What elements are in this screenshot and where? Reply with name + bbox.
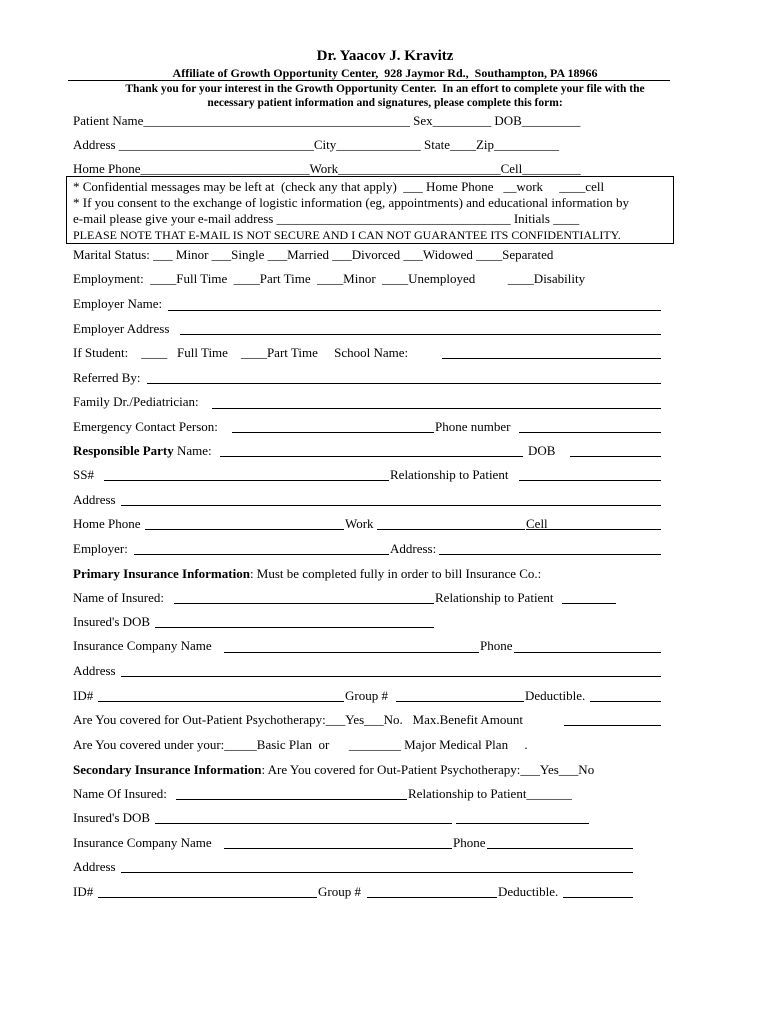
employment-options[interactable]: Employment: ____Full Time ____Part Time ____Minor ____Unemployed ____Disability: [73, 271, 586, 286]
affiliation-line: Affiliate of Growth Opportunity Center, 928 Jaymor Rd., Southampton, PA 18966: [172, 66, 598, 80]
intro-text-line-2: necessary patient information and signatures, please complete this form:: [207, 97, 563, 109]
email-security-note: PLEASE NOTE THAT E-MAIL IS NOT SECURE AND I CAN NOT GUARANTEE ITS CONFIDENTIALITY.: [73, 228, 621, 242]
insurance-company-label: Insurance Company Name: [73, 638, 212, 653]
insured-relationship-input[interactable]: [562, 602, 616, 604]
relationship-label: Relationship to Patient: [390, 467, 509, 482]
relationship-input[interactable]: [519, 479, 661, 481]
responsible-employer-address-label: Address:: [390, 541, 437, 556]
employer-address-input[interactable]: [180, 333, 661, 335]
insurance-id-label: ID#: [73, 688, 94, 703]
intro-text-line-1: Thank you for your interest in the Growth Opportunity Center. In an effort to complete your file with the: [125, 83, 645, 95]
emergency-contact-input[interactable]: [232, 431, 434, 433]
secondary-deductible-label: Deductible.: [498, 884, 559, 899]
insurance-address-input[interactable]: [121, 675, 661, 677]
name-of-insured-label: Name of Insured:: [73, 590, 164, 605]
secondary-insurance-bold: Secondary Insurance Information: [73, 762, 262, 777]
school-name-input[interactable]: [442, 357, 661, 359]
consent-text: * If you consent to the exchange of logistic information (eg, appointments) and educational information by: [73, 195, 629, 210]
insurance-phone-label: Phone: [480, 638, 513, 653]
responsible-work-input[interactable]: [377, 528, 525, 530]
responsible-employer-input[interactable]: [134, 553, 389, 555]
max-benefit-input[interactable]: [564, 724, 661, 726]
responsible-party-bold: Responsible Party: [73, 443, 174, 458]
emergency-contact-label: Emergency Contact Person:: [73, 419, 218, 434]
insured-dob-label: Insured's DOB: [73, 614, 151, 629]
marital-status-options[interactable]: Marital Status: ___ Minor ___Single ___Married ___Divorced ___Widowed ____Separated: [73, 247, 554, 262]
emergency-phone-input[interactable]: [519, 431, 661, 433]
plan-type-options[interactable]: Are You covered under your:_____Basic Plan or ________ Major Medical Plan .: [73, 737, 528, 752]
emergency-phone-label: Phone number: [435, 419, 511, 434]
responsible-cell-label: Cell: [526, 516, 548, 531]
referred-by-label: Referred By:: [73, 370, 141, 385]
phone-fields[interactable]: Home Phone__________________________Work_________________________Cell_________: [73, 161, 581, 176]
responsible-work-label: Work: [345, 516, 374, 531]
responsible-home-phone-label: Home Phone: [73, 516, 141, 531]
primary-insurance-bold: Primary Insurance Information: [73, 566, 250, 581]
secondary-phone-label: Phone: [453, 835, 486, 850]
secondary-address-input[interactable]: [121, 871, 633, 873]
confidential-messages-options[interactable]: * Confidential messages may be left at (check any that apply) ___ Home Phone __work ____cell: [73, 179, 605, 194]
group-label: Group #: [345, 688, 388, 703]
secondary-group-label: Group #: [318, 884, 361, 899]
deductible-label: Deductible.: [525, 688, 586, 703]
secondary-insured-dob-input[interactable]: [155, 822, 452, 824]
responsible-employer-label: Employer:: [73, 541, 128, 556]
address-city-state-zip-field[interactable]: Address ______________________________City_____________ State____Zip__________: [73, 137, 560, 152]
responsible-employer-address-input[interactable]: [439, 553, 661, 555]
secondary-name-insured-input[interactable]: [176, 798, 407, 800]
secondary-insurance-company-input[interactable]: [224, 847, 452, 849]
outpatient-coverage-options[interactable]: Are You covered for Out-Patient Psychotherapy:___Yes___No. Max.Benefit Amount: [73, 712, 524, 727]
insurance-phone-input[interactable]: [514, 651, 661, 653]
family-doctor-input[interactable]: [212, 407, 661, 409]
primary-insurance-note: : Must be completed fully in order to bill Insurance Co.:: [249, 566, 542, 581]
family-doctor-label: Family Dr./Pediatrician:: [73, 394, 199, 409]
responsible-dob-input[interactable]: [570, 455, 661, 457]
secondary-insured-dob-label: Insured's DOB: [73, 810, 151, 825]
doctor-name-title: Dr. Yaacov J. Kravitz: [316, 48, 454, 64]
responsible-party-name-input[interactable]: [220, 455, 523, 457]
student-status-options[interactable]: If Student: ____ Full Time ____Part Time School Name:: [73, 345, 409, 360]
ss-input[interactable]: [104, 479, 389, 481]
name-of-insured-input[interactable]: [174, 602, 434, 604]
patient-name-sex-dob-field[interactable]: Patient Name_________________________________________ Sex_________ DOB_________: [73, 113, 581, 128]
email-initials-field[interactable]: e-mail please give your e-mail address ____________________________________ Initials ____: [73, 211, 580, 226]
employer-name-input[interactable]: [168, 309, 661, 311]
ss-label: SS#: [73, 467, 94, 482]
responsible-address-label: Address: [73, 492, 116, 507]
secondary-coverage-options[interactable]: : Are You covered for Out-Patient Psychotherapy:___Yes___No: [261, 762, 595, 777]
secondary-address-label: Address: [73, 859, 116, 874]
header-rule: [68, 80, 670, 81]
secondary-insurance-company-label: Insurance Company Name: [73, 835, 212, 850]
secondary-id-label: ID#: [73, 884, 94, 899]
responsible-party-name-label: Name:: [173, 443, 212, 458]
group-input[interactable]: [396, 700, 524, 702]
deductible-input[interactable]: [590, 700, 661, 702]
responsible-dob-label: DOB: [528, 443, 556, 458]
responsible-party-heading: [73, 443, 212, 458]
insured-dob-input[interactable]: [155, 626, 434, 628]
secondary-phone-input[interactable]: [487, 847, 633, 849]
insurance-company-input[interactable]: [224, 651, 479, 653]
secondary-id-input[interactable]: [98, 896, 317, 898]
secondary-relationship-field[interactable]: Relationship to Patient_______: [408, 786, 572, 801]
insurance-id-input[interactable]: [98, 700, 344, 702]
secondary-deductible-input[interactable]: [563, 896, 633, 898]
referred-by-input[interactable]: [147, 382, 661, 384]
responsible-cell-input[interactable]: [526, 528, 661, 530]
primary-insurance-heading: [73, 566, 541, 581]
secondary-name-insured-label: Name Of Insured:: [73, 786, 167, 801]
insured-relationship-label: Relationship to Patient: [435, 590, 554, 605]
secondary-group-input[interactable]: [367, 896, 497, 898]
secondary-insured-dob-extra-input[interactable]: [456, 822, 589, 824]
responsible-address-input[interactable]: [121, 504, 661, 506]
employer-name-label: Employer Name:: [73, 296, 163, 311]
insurance-address-label: Address: [73, 663, 116, 678]
secondary-insurance-heading: [73, 762, 594, 777]
employer-address-label: Employer Address: [73, 321, 170, 336]
responsible-home-phone-input[interactable]: [145, 528, 344, 530]
